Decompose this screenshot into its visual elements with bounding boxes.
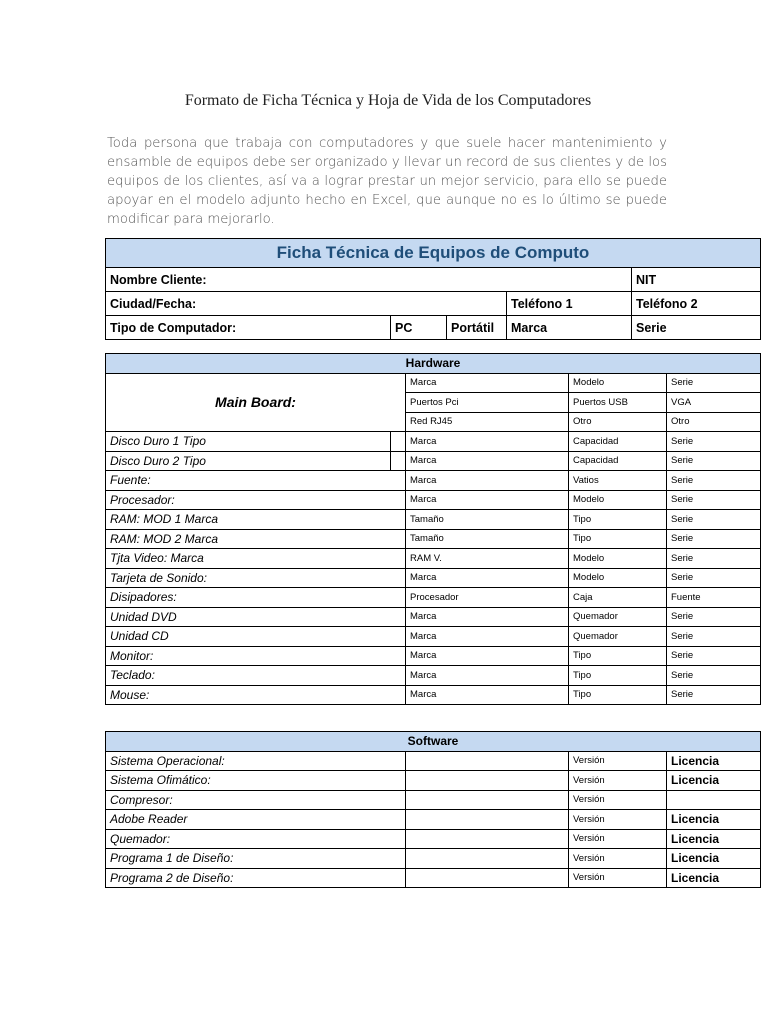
table-cell[interactable]: Modelo	[569, 373, 667, 393]
software-table	[105, 731, 761, 888]
table-cell[interactable]	[391, 432, 406, 452]
table-cell[interactable]: Capacidad	[569, 432, 667, 452]
row-label: Procesador:	[106, 490, 406, 510]
row-label: Fuente:	[106, 471, 406, 491]
hardware-table	[105, 353, 761, 705]
table-cell[interactable]	[391, 451, 406, 471]
table-cell[interactable]	[406, 810, 569, 830]
table-cell[interactable]: Modelo	[569, 490, 667, 510]
table-row	[106, 849, 761, 869]
row-label: Compresor:	[106, 790, 406, 810]
table-cell[interactable]	[406, 849, 569, 869]
table-cell[interactable]: Marca	[406, 568, 569, 588]
row-label: Programa 2 de Diseño:	[106, 868, 406, 888]
table-cell[interactable]: Tipo	[569, 685, 667, 705]
table-cell[interactable]: Licencia	[667, 751, 761, 771]
table-cell[interactable]: Puertos USB	[569, 393, 667, 413]
table-cell[interactable]: Licencia	[667, 849, 761, 869]
telefono1-field[interactable]: Teléfono 1	[507, 292, 632, 316]
table-cell[interactable]: Licencia	[667, 810, 761, 830]
table-row	[106, 529, 761, 549]
table-cell[interactable]: Marca	[406, 373, 569, 393]
table-cell[interactable]: Marca	[406, 607, 569, 627]
table-cell[interactable]: Marca	[406, 646, 569, 666]
row-label: Unidad DVD	[106, 607, 406, 627]
table-cell[interactable]: Tipo	[569, 510, 667, 530]
table-cell[interactable]: Modelo	[569, 549, 667, 569]
table-cell[interactable]	[406, 868, 569, 888]
row-label: Adobe Reader	[106, 810, 406, 830]
row-label: Programa 1 de Diseño:	[106, 849, 406, 869]
row-label: Quemador:	[106, 829, 406, 849]
table-cell[interactable]: Marca	[406, 490, 569, 510]
table-row	[106, 490, 761, 510]
row-label: RAM: MOD 2 Marca	[106, 529, 406, 549]
table-cell[interactable]: Caja	[569, 588, 667, 608]
table-cell[interactable]: Otro	[569, 412, 667, 432]
table-row	[106, 810, 761, 830]
table-cell[interactable]: Serie	[667, 471, 761, 491]
table-cell[interactable]: Marca	[406, 451, 569, 471]
table-cell[interactable]: Quemador	[569, 627, 667, 647]
table-cell[interactable]: RAM V.	[406, 549, 569, 569]
table-cell[interactable]: Licencia	[667, 868, 761, 888]
table-cell[interactable]: Red RJ45	[406, 412, 569, 432]
table-cell[interactable]: Marca	[406, 471, 569, 491]
ficha-tecnica-table	[105, 238, 761, 340]
row-label: Disipadores:	[106, 588, 406, 608]
tipo-computador-label: Tipo de Computador:	[106, 316, 391, 340]
table-row	[106, 549, 761, 569]
table-cell[interactable]: Tipo	[569, 666, 667, 686]
table-row	[106, 471, 761, 491]
table-cell[interactable]: Capacidad	[569, 451, 667, 471]
row-label: Monitor:	[106, 646, 406, 666]
page-title: Formato de Ficha Técnica y Hoja de Vida de los Computadores	[184, 92, 592, 109]
table-row	[106, 432, 761, 452]
table-row	[106, 607, 761, 627]
row-label: RAM: MOD 1 Marca	[106, 510, 406, 530]
table-row	[106, 646, 761, 666]
table-cell[interactable]: Serie	[667, 627, 761, 647]
telefono2-field[interactable]: Teléfono 2	[632, 292, 761, 316]
table-cell[interactable]: Vatios	[569, 471, 667, 491]
table-cell[interactable]: Versión	[569, 849, 667, 869]
table-cell[interactable]: Marca	[406, 666, 569, 686]
table-cell[interactable]: Serie	[667, 666, 761, 686]
intro-paragraph: Toda persona que trabaja con computadores y que suele hacer mantenimiento y ensamble de equipos debe ser organizado y llevar un record de sus clientes y de los equipos de los clientes, así va a lograr prestar un mejor servicio, para ello se puede apoyar en el modelo adjunto hecho en Excel, que aunque no es lo último se puede modificar para mejorarlo.	[107, 136, 667, 227]
row-label: Tarjeta de Sonido:	[106, 568, 406, 588]
software-title: Software	[106, 732, 761, 752]
marca-field[interactable]: Marca	[507, 316, 632, 340]
nombre-cliente-field[interactable]: Nombre Cliente:	[106, 268, 632, 292]
row-label: Sistema Ofimático:	[106, 771, 406, 791]
table-cell[interactable]: Tamaño	[406, 529, 569, 549]
table-cell[interactable]	[667, 790, 761, 810]
table-cell[interactable]: Versión	[569, 829, 667, 849]
row-label: Tjta Video: Marca	[106, 549, 406, 569]
row-label: Mouse:	[106, 685, 406, 705]
table-cell[interactable]: Serie	[667, 373, 761, 393]
table-row	[106, 771, 761, 791]
table-cell[interactable]: Serie	[667, 685, 761, 705]
table-row	[106, 868, 761, 888]
table-cell[interactable]: Serie	[667, 646, 761, 666]
table-cell[interactable]: Serie	[667, 432, 761, 452]
table-cell[interactable]: Serie	[667, 451, 761, 471]
table-row	[106, 666, 761, 686]
pc-option[interactable]: PC	[391, 316, 447, 340]
table-cell[interactable]	[406, 829, 569, 849]
table-cell[interactable]: Modelo	[569, 568, 667, 588]
table-cell[interactable]: Licencia	[667, 829, 761, 849]
row-label: Teclado:	[106, 666, 406, 686]
row-label: Unidad CD	[106, 627, 406, 647]
table-cell[interactable]: VGA	[667, 393, 761, 413]
table-cell[interactable]: Serie	[667, 510, 761, 530]
ficha-banner: Ficha Técnica de Equipos de Computo	[106, 239, 761, 268]
ciudad-fecha-field[interactable]: Ciudad/Fecha:	[106, 292, 507, 316]
row-label: Disco Duro 1 Tipo	[106, 432, 391, 452]
table-row	[106, 790, 761, 810]
table-row	[106, 588, 761, 608]
row-label: Sistema Operacional:	[106, 751, 406, 771]
table-row	[106, 751, 761, 771]
table-cell[interactable]: Serie	[667, 607, 761, 627]
table-cell[interactable]: Versión	[569, 868, 667, 888]
table-cell[interactable]: Versión	[569, 790, 667, 810]
table-cell[interactable]: Serie	[667, 529, 761, 549]
table-cell[interactable]: Serie	[667, 490, 761, 510]
table-cell[interactable]: Marca	[406, 627, 569, 647]
table-cell[interactable]: Marca	[406, 685, 569, 705]
table-cell[interactable]: Otro	[667, 412, 761, 432]
nit-field[interactable]: NIT	[632, 268, 761, 292]
table-cell[interactable]	[406, 751, 569, 771]
table-cell[interactable]: Marca	[406, 432, 569, 452]
table-cell[interactable]: Quemador	[569, 607, 667, 627]
table-cell[interactable]: Serie	[667, 568, 761, 588]
table-cell[interactable]	[406, 790, 569, 810]
table-row	[106, 829, 761, 849]
table-cell[interactable]: Tipo	[569, 646, 667, 666]
table-row	[106, 451, 761, 471]
table-cell[interactable]: Versión	[569, 810, 667, 830]
table-cell[interactable]: Versión	[569, 751, 667, 771]
table-row	[106, 510, 761, 530]
serie-field[interactable]: Serie	[632, 316, 761, 340]
row-label: Disco Duro 2 Tipo	[106, 451, 391, 471]
table-cell[interactable]: Procesador	[406, 588, 569, 608]
table-cell[interactable]: Licencia	[667, 771, 761, 791]
table-cell[interactable]: Tipo	[569, 529, 667, 549]
table-cell[interactable]: Tamaño	[406, 510, 569, 530]
table-row	[106, 685, 761, 705]
table-row	[106, 568, 761, 588]
table-cell[interactable]: Puertos Pci	[406, 393, 569, 413]
table-cell[interactable]: Serie	[667, 549, 761, 569]
table-cell[interactable]: Fuente	[667, 588, 761, 608]
table-cell[interactable]: Versión	[569, 771, 667, 791]
hardware-title: Hardware	[106, 354, 761, 374]
table-row	[106, 627, 761, 647]
portatil-option[interactable]: Portátil	[447, 316, 507, 340]
main-board-label: Main Board:	[106, 373, 406, 432]
table-cell[interactable]	[406, 771, 569, 791]
